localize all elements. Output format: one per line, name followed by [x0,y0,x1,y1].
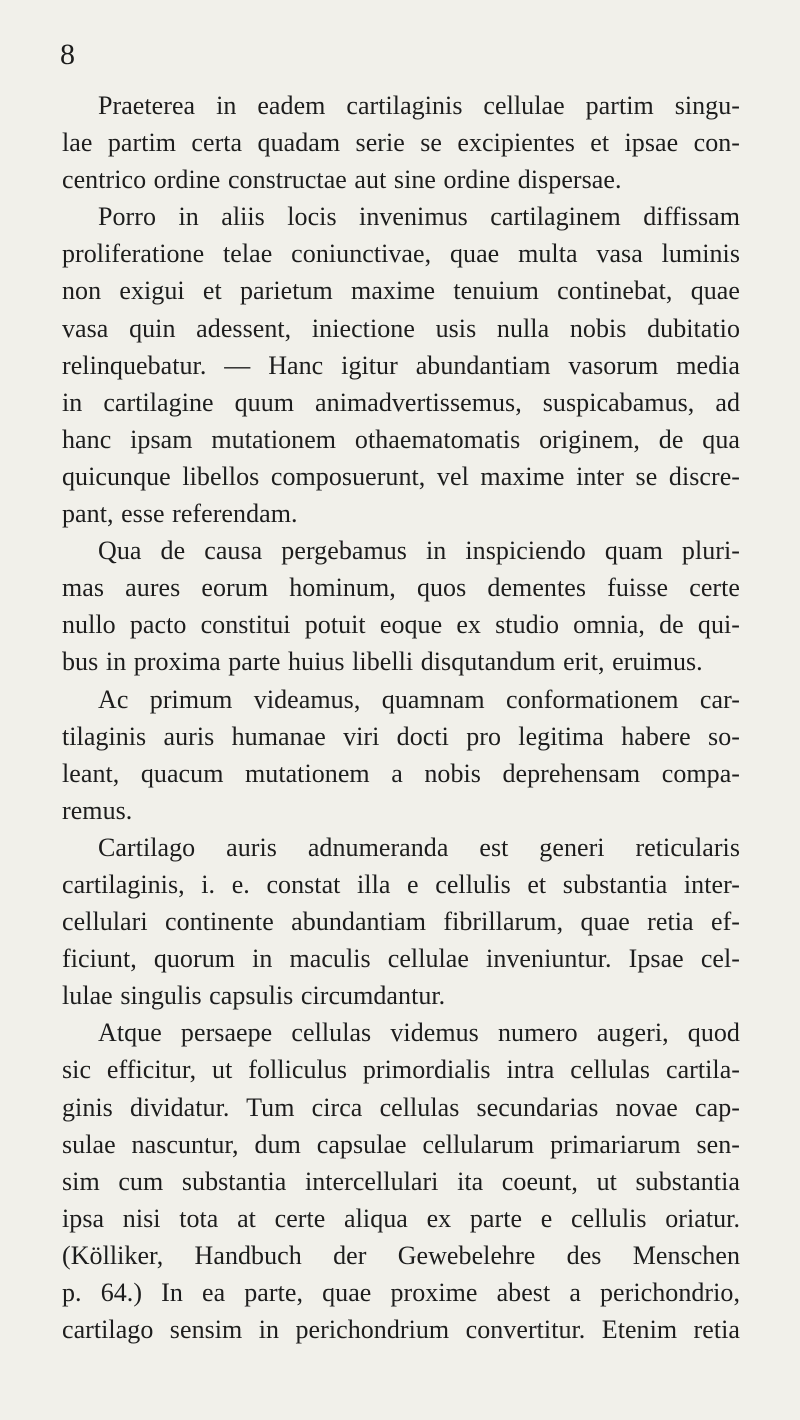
text-line: Cartilago auris adnumeranda est generi reticularis [98,832,740,862]
text-line: non exigui et parietum maxime tenuium continebat, quae [62,276,740,306]
text-line: pant, esse referendam. [62,499,298,529]
text-line: lae partim certa quadam serie se excipientes et ipsae con- [62,128,740,158]
text-line: tilaginis auris humanae viri docti pro legitima habere so- [62,721,740,751]
text-line: sic efficitur, ut folliculus primordialis intra cellulas cartila- [62,1055,740,1085]
text-line: ipsa nisi tota at certe aliqua ex parte e cellulis oriatur. [62,1203,740,1233]
text-line: cellulari continente abundantiam fibrillarum, quae retia ef- [62,907,740,937]
text-line: Praeterea in eadem cartilaginis cellulae partim singu- [98,91,740,120]
text-line: quicunque libellos composuerunt, vel maxime inter se discre- [62,461,740,491]
text-line: sulae nascuntur, dum capsulae cellularum primariarum sen- [62,1129,740,1159]
text-line: Atque persaepe cellulas videmus numero augeri, quod [98,1018,740,1048]
text-line: leant, quacum mutationem a nobis deprehensam compa- [62,758,740,788]
text-line: p. 64.) In ea parte, quae proxime abest a perichondrio, [62,1278,740,1307]
text-line: bus in proxima parte huius libelli disqutandum erit, eruimus. [62,647,703,677]
text-line: mas aures eorum hominum, quos dementes fuisse certe [62,573,740,603]
text-line: relinquebatur. — Hanc igitur abundantiam vasorum media [62,350,740,380]
text-line: sim cum substantia intercellulari ita coeunt, ut substantia [62,1166,740,1196]
text-line: Qua de causa pergebamus in inspiciendo quam pluri- [98,536,740,566]
text-line: (Kölliker, Handbuch der Gewebelehre des Menschen [62,1240,740,1270]
text-line: cartilaginis, i. e. constat illa e cellulis et substantia inter- [62,869,740,899]
text-line: Ac primum videamus, quamnam conformationem car- [98,684,740,714]
text-line: hanc ipsam mutationem othaematomatis originem, de qua [62,424,740,454]
text-line: nullo pacto constitui potuit eoque ex studio omnia, de qui- [62,610,740,640]
text-line: ficiunt, quorum in maculis cellulae inveniuntur. Ipsae cel- [62,944,740,974]
text-line: Porro in aliis locis invenimus cartilaginem diffissam [98,202,740,232]
text-line: centrico ordine constructae aut sine ordine dispersae. [62,165,622,195]
body-text [62,87,740,1348]
text-line: cartilago sensim in perichondrium convertitur. Etenim retia [62,1315,740,1345]
text-line: in cartilagine quum animadvertissemus, suspicabamus, ad [62,387,740,417]
page-number: 8 [60,38,76,71]
text-line: vasa quin adessent, iniectione usis nulla nobis dubitatio [62,313,740,343]
text-line: remus. [62,795,133,825]
text-line: ginis dividatur. Tum circa cellulas secundarias novae cap- [62,1092,740,1122]
text-line: lulae singulis capsulis circumdantur. [62,981,446,1011]
text-line: proliferatione telae coniunctivae, quae multa vasa luminis [62,239,740,269]
